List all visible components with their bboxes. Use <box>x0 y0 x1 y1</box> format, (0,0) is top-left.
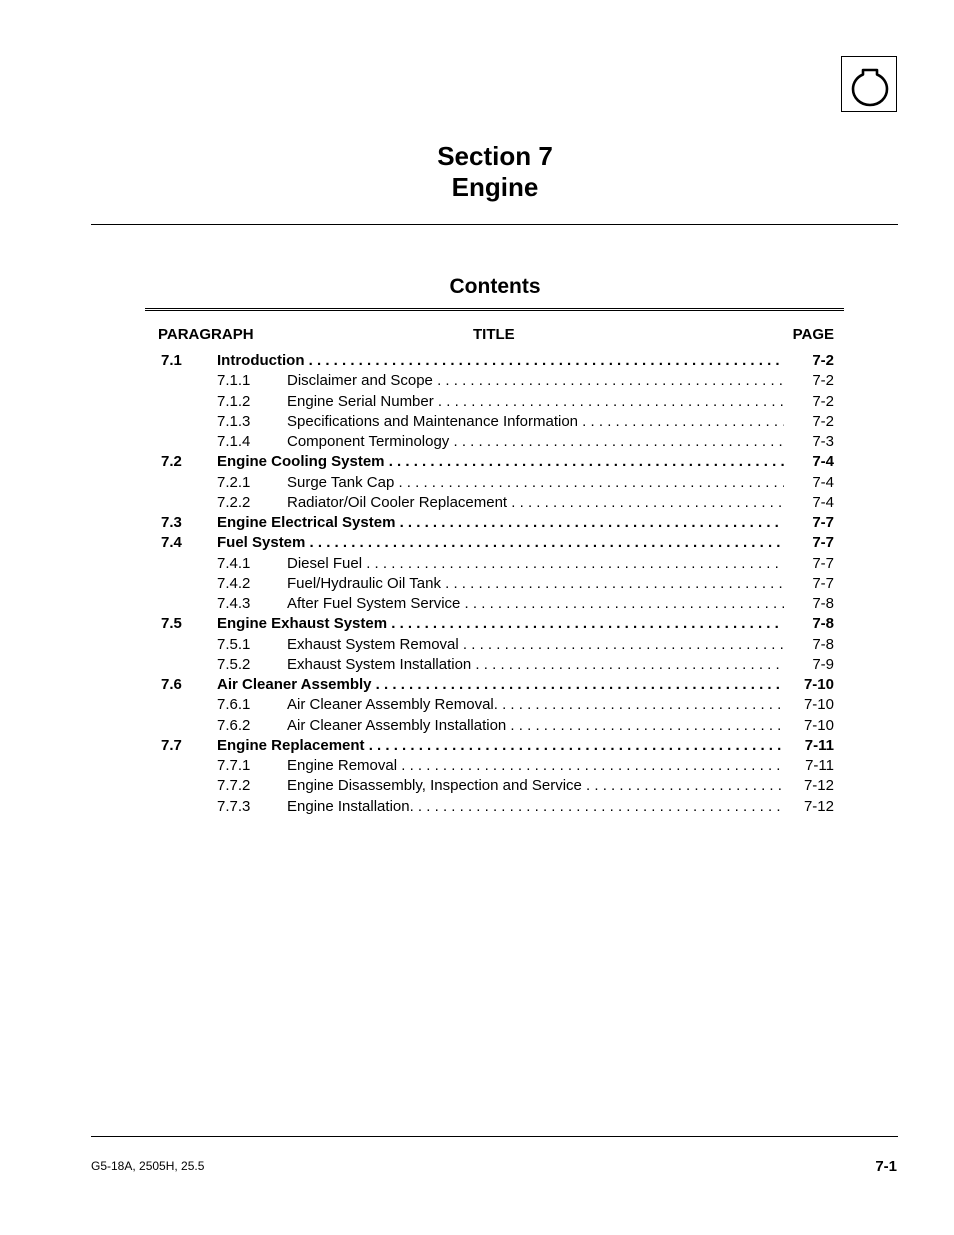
toc-entry-title: Engine Serial Number . . . <box>287 392 784 412</box>
section-number: Section 7 <box>437 141 553 171</box>
toc-entry[interactable] <box>158 574 834 594</box>
toc-entry-title: Radiator/Oil Cooler Replacement . . . <box>287 493 784 513</box>
column-header-page: PAGE <box>792 326 834 343</box>
toc-entry-page: 7-2 <box>812 412 834 430</box>
toc-entry-title: Engine Installation. . . . <box>287 797 784 817</box>
toc-entry-title: Introduction . . . <box>217 351 784 371</box>
toc-entry[interactable] <box>158 371 834 391</box>
contents-rule <box>145 308 844 311</box>
toc-entry-page: 7-9 <box>812 655 834 673</box>
toc-entry-number: 7.7.1 <box>217 757 251 774</box>
toc-entry[interactable] <box>158 675 834 695</box>
toc-entry-number: 7.7 <box>161 736 182 754</box>
toc-entry-title: Diesel Fuel . . . <box>287 554 784 574</box>
column-header-paragraph: PARAGRAPH <box>158 326 254 343</box>
toc-entry-number: 7.4.3 <box>217 595 251 612</box>
toc-entry-title: Air Cleaner Assembly . . . <box>217 675 784 695</box>
toc-entry[interactable] <box>158 473 834 493</box>
toc-entry-page: 7-3 <box>812 433 834 450</box>
toc-entry-page: 7-10 <box>803 716 834 734</box>
toc-entry[interactable] <box>158 756 834 776</box>
header-rule <box>91 224 898 225</box>
toc-entry-number: 7.4 <box>161 534 182 552</box>
toc-entry-title: Exhaust System Removal . . . <box>287 635 784 655</box>
toc-entry-number: 7.1.1 <box>217 372 251 390</box>
toc-entry[interactable] <box>158 716 834 736</box>
toc-entry-title: Engine Disassembly, Inspection and Service . . . <box>287 776 784 796</box>
toc-entry-title: Engine Replacement . . . <box>217 736 784 756</box>
toc-entry-page: 7-8 <box>812 615 834 633</box>
toc-entry-page: 7-10 <box>803 676 834 693</box>
toc-entry-title: Air Cleaner Assembly Installation . . . <box>287 716 784 736</box>
toc-entry[interactable] <box>158 533 834 553</box>
engine-icon-graphic <box>842 57 898 113</box>
toc-entry-page: 7-11 <box>804 736 834 754</box>
toc-entry-number: 7.5.2 <box>217 655 251 673</box>
toc-entry-page: 7-2 <box>812 352 834 369</box>
toc-entry[interactable] <box>158 392 834 412</box>
toc-entry-number: 7.1 <box>161 352 182 369</box>
toc-entry-page: 7-7 <box>812 514 834 531</box>
toc-entry-number: 7.7.3 <box>217 797 251 815</box>
toc-entry-number: 7.6.1 <box>217 696 251 714</box>
toc-entry-number: 7.2 <box>161 453 182 471</box>
toc-entry-title: Fuel/Hydraulic Oil Tank . . . <box>287 574 784 594</box>
toc-entry-title: Air Cleaner Assembly Removal. . . . <box>287 695 784 715</box>
toc-entry[interactable] <box>158 452 834 472</box>
toc-entry[interactable] <box>158 797 834 817</box>
toc-entry-title: Engine Cooling System . . . <box>217 452 784 472</box>
toc-entry-number: 7.5.1 <box>217 635 251 653</box>
toc-entry-title: Specifications and Maintenance Information . . . <box>287 412 784 432</box>
table-of-contents <box>158 351 834 817</box>
toc-entry-number: 7.4.1 <box>217 554 251 572</box>
toc-entry[interactable] <box>158 412 834 432</box>
footer-rule <box>91 1136 898 1137</box>
toc-entry-number: 7.1.3 <box>217 412 251 430</box>
toc-entry-page: 7-2 <box>812 392 834 410</box>
toc-entry-page: 7-12 <box>803 797 834 815</box>
contents-title: Contents <box>449 275 541 298</box>
engine-icon <box>841 56 897 112</box>
toc-entry-number: 7.4.2 <box>217 574 251 592</box>
toc-entry-title: After Fuel System Service . . . <box>287 594 784 614</box>
toc-entry[interactable] <box>158 614 834 634</box>
toc-entry[interactable] <box>158 432 834 452</box>
toc-entry-number: 7.7.2 <box>217 777 251 795</box>
toc-entry-page: 7-7 <box>812 534 834 552</box>
toc-entry-number: 7.6.2 <box>217 716 251 734</box>
toc-entry-title: Surge Tank Cap . . . <box>287 473 784 493</box>
toc-entry[interactable] <box>158 695 834 715</box>
toc-entry-number: 7.2.1 <box>217 473 251 491</box>
footer-document-id: G5-18A, 2505H, 25.5 <box>91 1159 205 1173</box>
toc-entry-title: Disclaimer and Scope . . . <box>287 371 784 391</box>
toc-entry[interactable] <box>158 736 834 756</box>
toc-entry-title: Engine Removal . . . <box>287 756 784 776</box>
toc-entry-number: 7.2.2 <box>217 493 251 511</box>
toc-entry-page: 7-4 <box>812 453 834 471</box>
toc-entry[interactable] <box>158 493 834 513</box>
toc-entry-page: 7-10 <box>803 696 834 714</box>
toc-entry[interactable] <box>158 594 834 614</box>
toc-entry-title: Engine Electrical System . . . <box>217 513 784 533</box>
toc-entry-page: 7-7 <box>812 574 834 592</box>
toc-entry-title: Component Terminology . . . <box>287 432 784 452</box>
toc-entry[interactable] <box>158 351 834 371</box>
toc-entry-page: 7-2 <box>812 372 834 390</box>
footer-page-number: 7-1 <box>875 1158 897 1175</box>
toc-entry[interactable] <box>158 554 834 574</box>
toc-entry-page: 7-4 <box>812 473 834 491</box>
toc-entry-title: Fuel System . . . <box>217 533 784 553</box>
toc-entry-number: 7.1.2 <box>217 392 251 410</box>
toc-entry-title: Engine Exhaust System . . . <box>217 614 784 634</box>
toc-entry[interactable] <box>158 513 834 533</box>
toc-entry-title: Exhaust System Installation . . . <box>287 655 784 675</box>
toc-entry-number: 7.1.4 <box>217 433 251 450</box>
column-header-title: TITLE <box>473 326 515 343</box>
toc-entry-page: 7-4 <box>812 493 834 511</box>
toc-entry-page: 7-7 <box>812 554 834 572</box>
toc-entry-number: 7.3 <box>161 514 182 531</box>
section-title <box>0 141 954 203</box>
toc-entry[interactable] <box>158 635 834 655</box>
toc-entry-page: 7-8 <box>812 635 834 653</box>
toc-entry-number: 7.5 <box>161 615 182 633</box>
toc-entry[interactable] <box>158 776 834 796</box>
toc-entry[interactable] <box>158 655 834 675</box>
section-name: Engine <box>451 172 539 202</box>
toc-entry-page: 7-8 <box>812 595 834 612</box>
toc-entry-page: 7-12 <box>803 777 834 795</box>
toc-entry-number: 7.6 <box>161 676 182 693</box>
toc-entry-page: 7-11 <box>805 757 834 774</box>
